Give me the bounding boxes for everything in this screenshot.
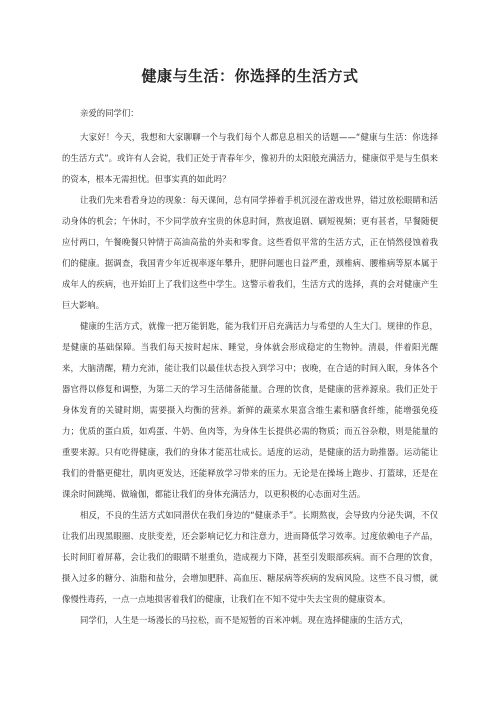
paragraph-healthy-lifestyle: 健康的生活方式，就像一把万能钥匙，能为我们开启充满活力与希望的人生大门。规律的作息，是健康的基础保障。当我们每天按时起床、睡觉，身体就会形成稳定的生物钟。清晨，伴着阳光醒来，大脑清醒，精力充沛，能让我们以最佳状态投入到学习中；夜晚，在合适的时间入眠，身体各个器官得以修复和调整，为第二天的学习生活储备能量。合理的饮食，是健康的营养源泉。我们正处于身体发育的关键时期，需要摄入均衡的营养。新鲜的蔬菜水果富含维生素和膳食纤维，能增强免疫力；优质的蛋白质，如鸡蛋、牛奶、鱼肉等，为身体生长提供必需的物质；而五谷杂粮，则是能量的重要来源。只有吃得健康，我们的身体才能茁壮成长。适度的运动，是健康的活力助推器。运动能让我们的骨骼更健壮，肌肉更发达，还能释放学习带来的压力。无论是在操场上跑步、打篮球，还是在课余时间跳绳、做瑜伽，都能让我们的身体充满活力，以更积极的心态面对生活。 xyxy=(62,321,438,499)
page-title: 健康与生活：你选择的生活方式 xyxy=(141,67,359,85)
paragraph-intro: 大家好！今天，我想和大家聊聊一个与我们每个人都息息相关的话题——“健康与生活：你选择的生活方式”。或许有人会说，我们正处于青春年少，像初升的太阳般充满活力，健康似乎是与生俱来的资本，根本无需担忧。但事实真的如此吗？ xyxy=(62,132,438,184)
paragraph-phenomena: 让我们先来看看身边的现象：每天课间，总有同学捧着手机沉浸在游戏世界，错过放松眼睛和活动身体的机会；午休时，不少同学放弃宝贵的休息时间，熬夜追剧、刷短视频；更有甚者，早餐随便应付两口，午餐晚餐只钟情于高油高盐的外卖和零食。这些看似平常的生活方式，正在悄然侵蚀着我们的健康。据调查，我国青少年近视率逐年攀升，肥胖问题也日益严重，颈椎病、腰椎病等原本属于成年人的疾病，也开始盯上了我们这些中学生。这警示着我们，生活方式的选择，真的会对健康产生巨大影响。 xyxy=(62,195,438,310)
paragraph-closing: 同学们，人生是一场漫长的马拉松，而不是短暂的百米冲刺。现在选择健康的生活方式， xyxy=(80,615,409,625)
paragraph-unhealthy-lifestyle: 相反，不良的生活方式如同潜伏在我们身边的“健康杀手”。长期熬夜，会导致内分泌失调，不仅让我们出现黑眼圈、皮肤变差，还会影响记忆力和注意力，进而降低学习效率。过度依赖电子产品，长时间盯着屏幕，会让我们的眼睛不堪重负，造成视力下降，甚至引发眼部疾病。而不合理的饮食，摄入过多的糖分、油脂和盐分，会增加肥胖、高血压、糖尿病等疾病的发病风险。这些不良习惯，就像慢性毒药，一点一点地损害着我们的健康，让我们在不知不觉中失去宝贵的健康资本。 xyxy=(62,510,438,604)
salutation: 亲爱的同学们： xyxy=(80,108,139,118)
